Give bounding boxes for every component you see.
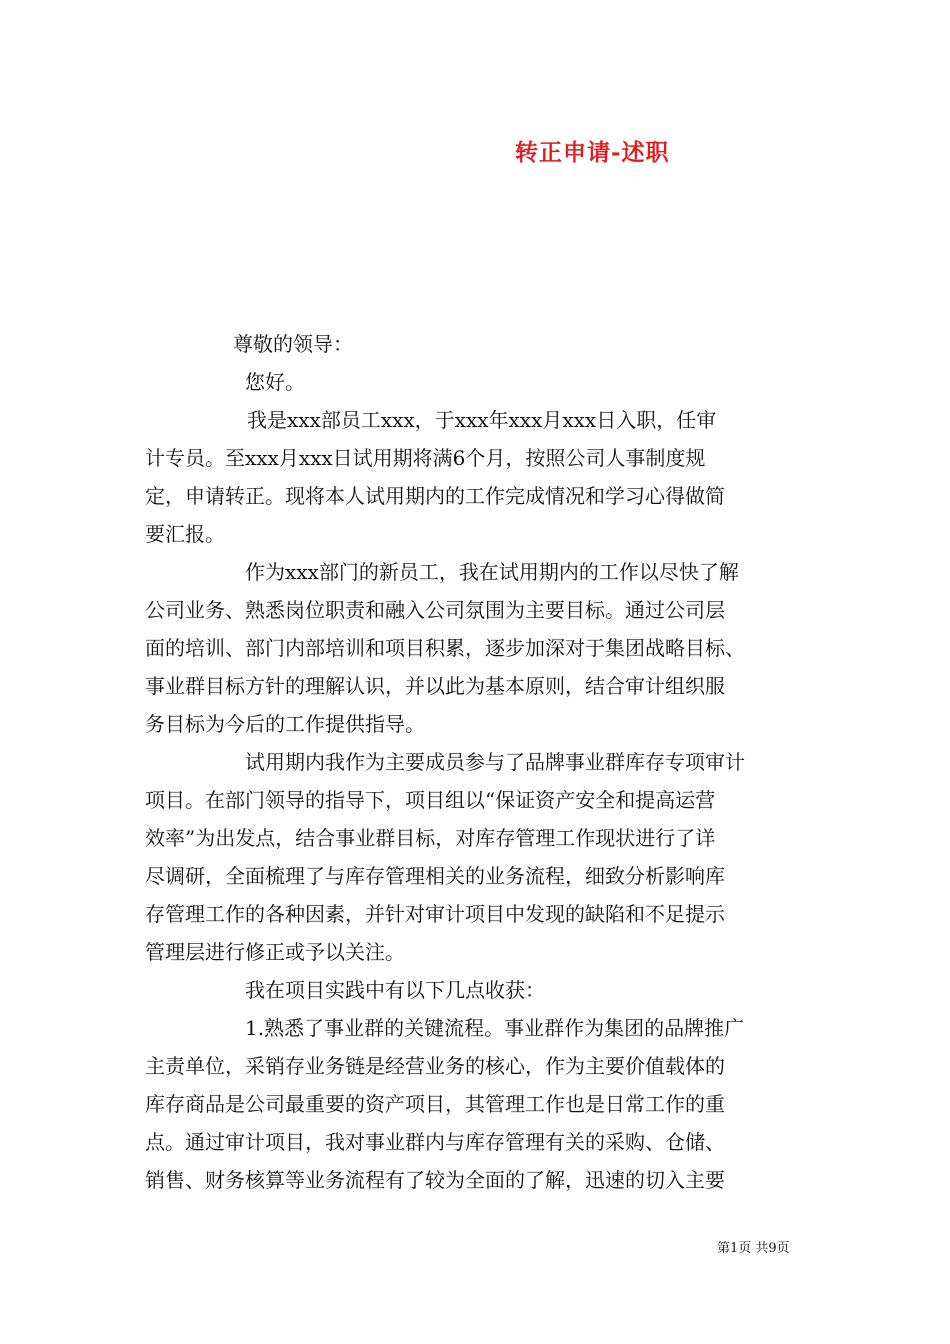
paragraph-line: 公司业务、熟悉岗位职责和融入公司氛围为主要目标。通过公司层 — [145, 598, 725, 622]
document-title: 转正申请-述职 — [515, 139, 670, 166]
greeting-line: 您好。 — [245, 370, 305, 394]
paragraph-line: 主责单位，采销存业务链是经营业务的核心，作为主要价值载体的 — [145, 1054, 725, 1078]
paragraph-line: 存管理工作的各种因素，并针对审计项目中发现的缺陷和不足提示 — [145, 902, 725, 926]
paragraph-line: 库存商品是公司最重要的资产项目，其管理工作也是日常工作的重 — [145, 1092, 725, 1116]
paragraph-line: 销售、财务核算等业务流程有了较为全面的了解，迅速的切入主要 — [145, 1168, 725, 1192]
paragraph-line: 作为xxx部门的新员工，我在试用期内的工作以尽快了解 — [245, 560, 739, 584]
paragraph-line: 计专员。至xxx月xxx日试用期将满6个月，按照公司人事制度规 — [145, 446, 706, 470]
page-number-footer: 第1页 共9页 — [717, 1241, 790, 1256]
paragraph-line: 1.熟悉了事业群的关键流程。事业群作为集团的品牌推广 — [245, 1016, 745, 1040]
paragraph-line: 试用期内我作为主要成员参与了品牌事业群库存专项审计 — [245, 750, 745, 774]
paragraph-line: 要汇报。 — [145, 522, 225, 546]
paragraph-line: 效率”为出发点，结合事业群目标，对库存管理工作现状进行了详 — [145, 826, 716, 850]
paragraph-line: 尽调研，全面梳理了与库存管理相关的业务流程，细致分析影响库 — [145, 864, 725, 888]
paragraph-line: 我在项目实践中有以下几点收获： — [245, 978, 545, 1002]
paragraph-line: 我是xxx部员工xxx，于xxx年xxx月xxx日入职，任审 — [247, 408, 717, 432]
paragraph-line: 面的培训、部门内部培训和项目积累，逐步加深对于集团战略目标、 — [145, 636, 745, 660]
paragraph-line: 务目标为今后的工作提供指导。 — [145, 712, 425, 736]
salutation-line: 尊敬的领导： — [233, 332, 353, 356]
paragraph-line: 事业群目标方针的理解认识，并以此为基本原则，结合审计组织服 — [145, 674, 725, 698]
paragraph-line: 管理层进行修正或予以关注。 — [145, 940, 405, 964]
paragraph-line: 定，申请转正。现将本人试用期内的工作完成情况和学习心得做简 — [145, 484, 725, 508]
paragraph-line: 点。通过审计项目，我对事业群内与库存管理有关的采购、仓储、 — [145, 1130, 725, 1154]
paragraph-line: 项目。在部门领导的指导下，项目组以“保证资产安全和提高运营 — [145, 788, 716, 812]
document-body — [145, 325, 811, 1199]
